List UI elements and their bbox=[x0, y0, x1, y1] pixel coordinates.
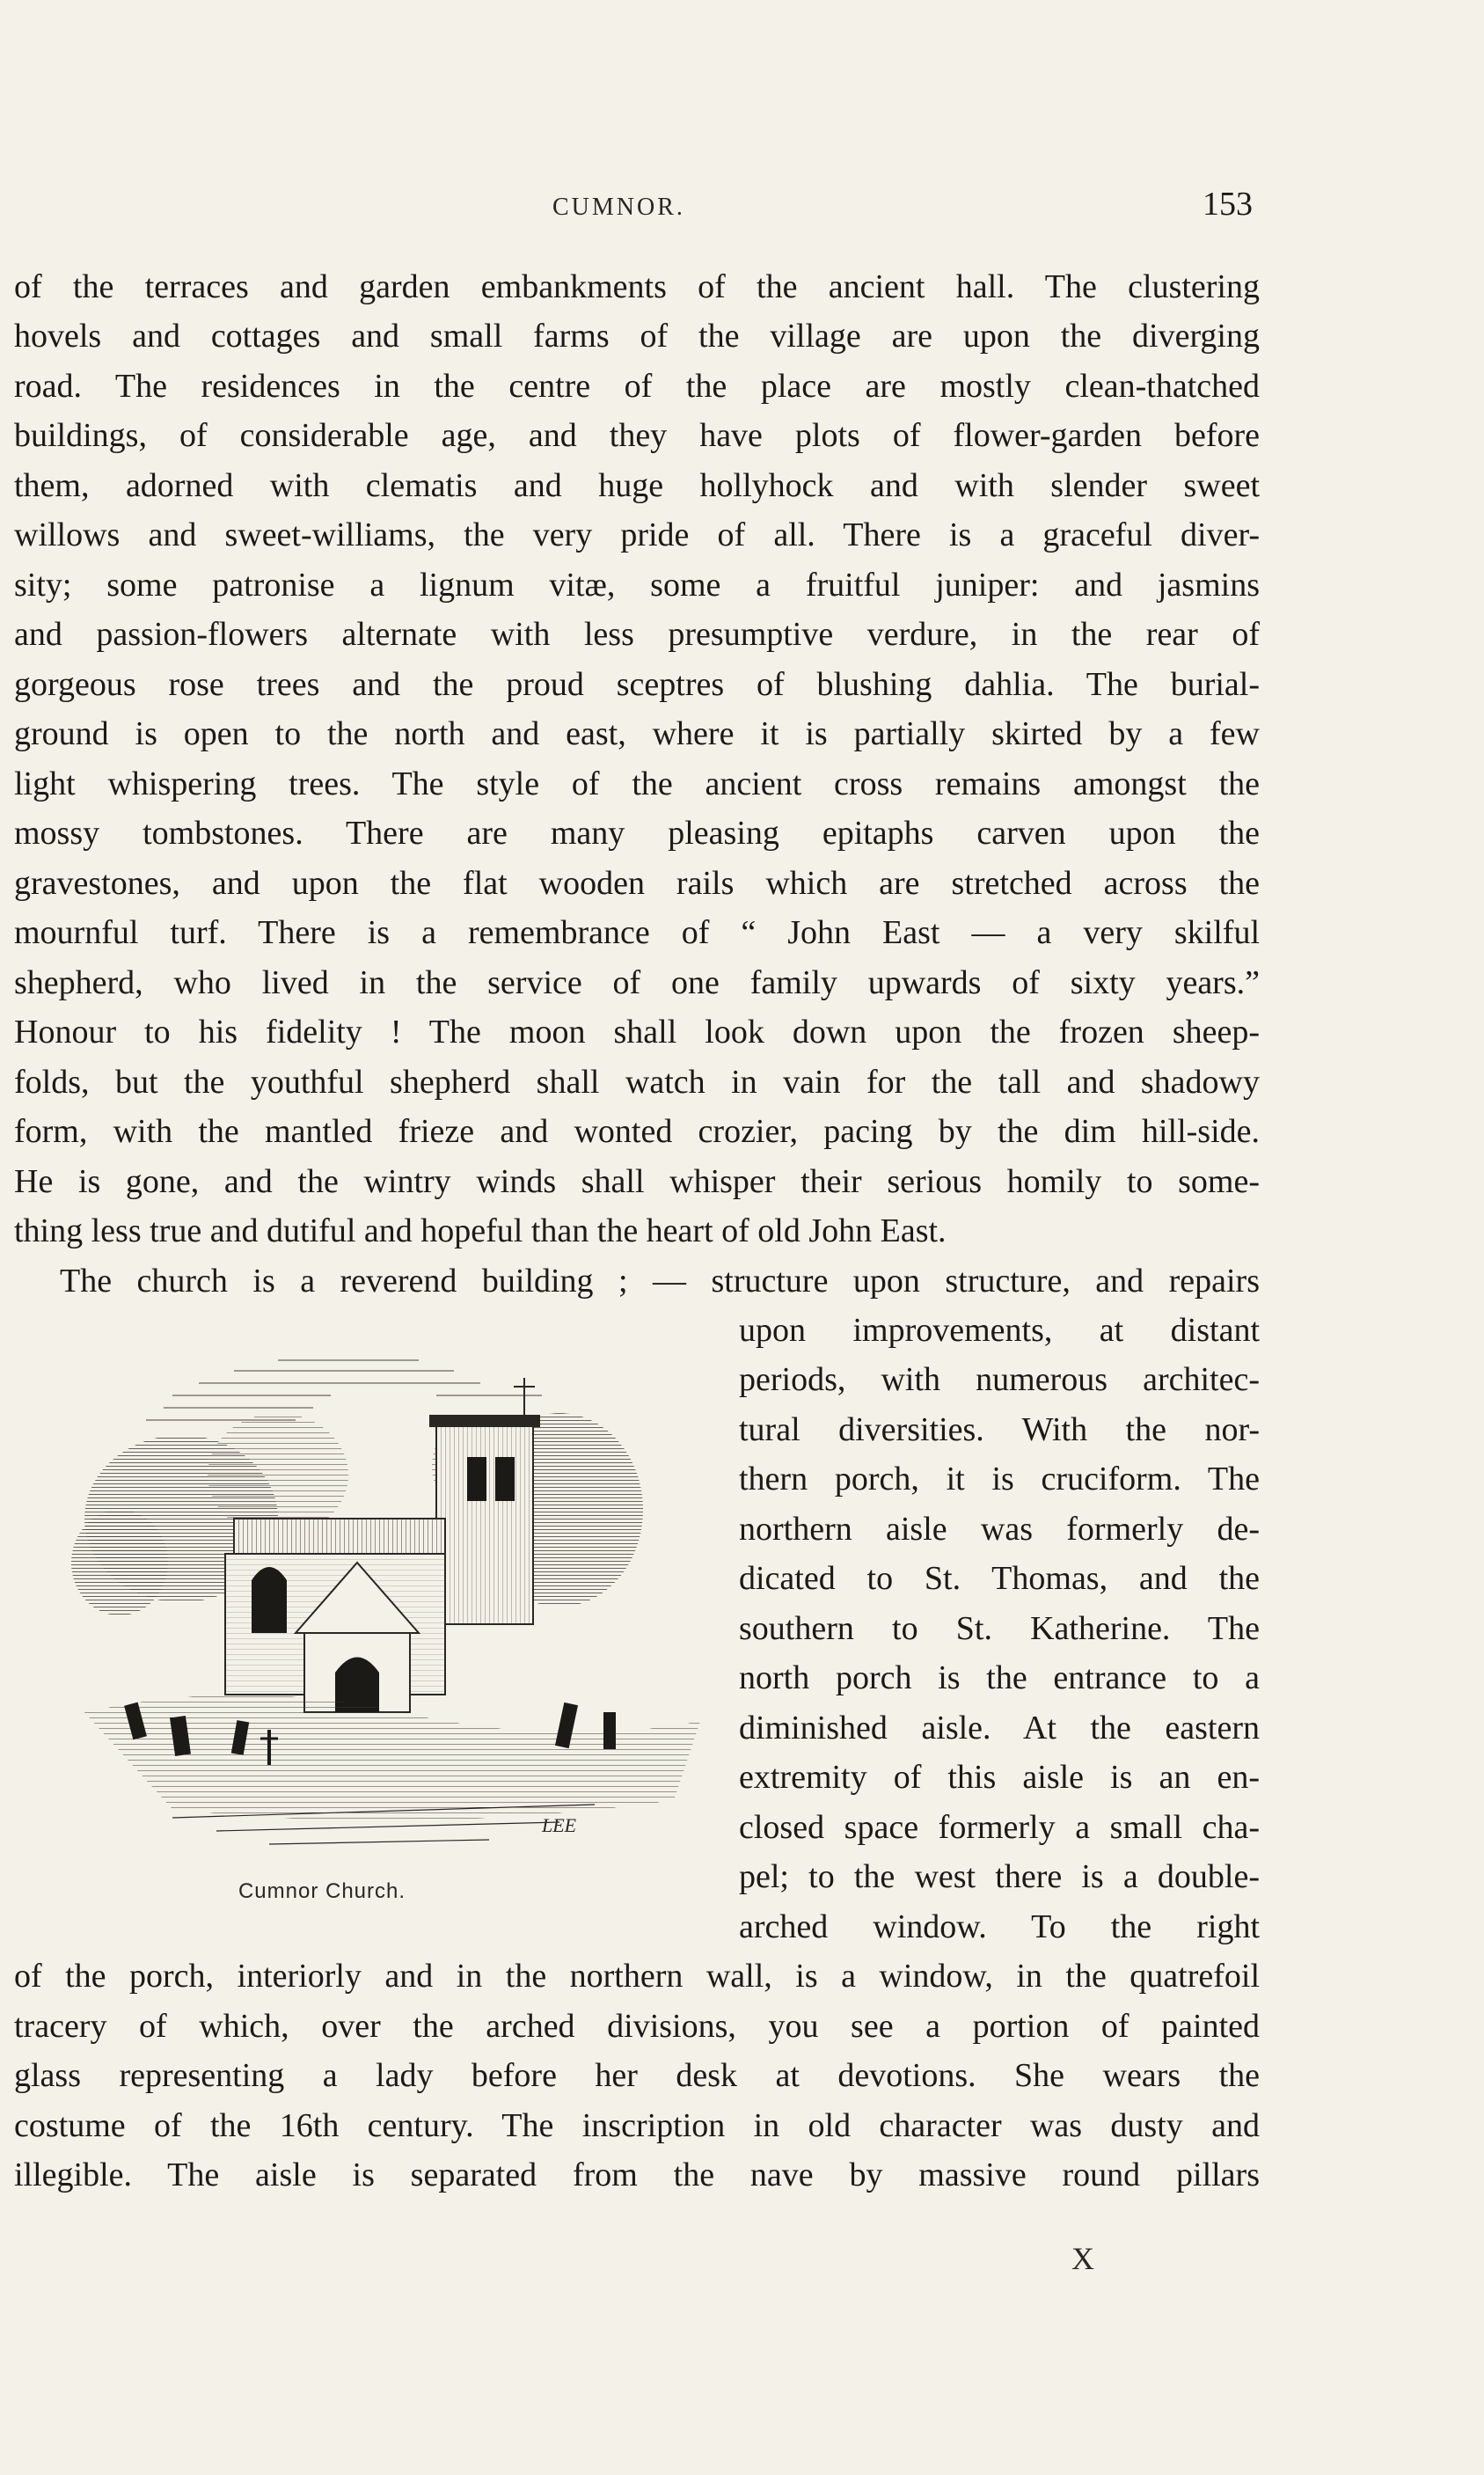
churchyard bbox=[84, 1695, 700, 1820]
text-line: ground is open to the north and east, where it is partially skirted by a few bbox=[14, 715, 1260, 752]
text-line: Honour to his fidelity ! The moon shall look down upon the frozen sheep- bbox=[14, 1014, 1260, 1051]
text-line: northern aisle was formerly de- bbox=[739, 1511, 1260, 1548]
running-head: CUMNOR. bbox=[552, 194, 685, 221]
page-header bbox=[14, 181, 1253, 234]
church-engraving bbox=[67, 1343, 709, 1871]
text-line: glass representing a lady before her desk at devotions. She wears the bbox=[14, 2057, 1260, 2094]
figure-caption: Cumnor Church. bbox=[238, 1879, 406, 1903]
text-line: diminished aisle. At the eastern bbox=[739, 1710, 1260, 1746]
text-line: gorgeous rose trees and the proud sceptres of blushing dahlia. The burial- bbox=[14, 666, 1260, 703]
text-line: costume of the 16th century. The inscription in old character was dusty and bbox=[14, 2107, 1260, 2144]
text-line: He is gone, and the wintry winds shall whisper their serious homily to some- bbox=[14, 1163, 1260, 1200]
text-line: north porch is the entrance to a bbox=[739, 1659, 1260, 1696]
text-line: buildings, of considerable age, and they have plots of flower-garden before bbox=[14, 417, 1260, 454]
text-line: extremity of this aisle is an en- bbox=[739, 1759, 1260, 1796]
text-line: light whispering trees. The style of the ancient cross remains amongst the bbox=[14, 765, 1260, 802]
text-line: hovels and cottages and small farms of the village are upon the diverging bbox=[14, 318, 1260, 355]
text-line: southern to St. Katherine. The bbox=[739, 1610, 1260, 1647]
sky-lines bbox=[146, 1360, 542, 1420]
text-line: form, with the mantled frieze and wonted crozier, pacing by the dim hill-side. bbox=[14, 1113, 1260, 1150]
text-line: tural diversities. With the nor- bbox=[739, 1411, 1260, 1448]
text-line: dicated to St. Thomas, and the bbox=[739, 1560, 1260, 1597]
text-line: folds, but the youthful shepherd shall watch in vain for the tall and shadowy bbox=[14, 1064, 1260, 1101]
text-line: mossy tombstones. There are many pleasing epitaphs carven upon the bbox=[14, 815, 1260, 852]
text-line: periods, with numerous architec- bbox=[739, 1361, 1260, 1398]
text-line: and passion-flowers alternate with less presumptive verdure, in the rear of bbox=[14, 616, 1260, 653]
text-line: road. The residences in the centre of the place are mostly clean-thatched bbox=[14, 368, 1260, 405]
text-line: The church is a reverend building ; — structure upon structure, and repairs bbox=[60, 1263, 1260, 1300]
signature-mark: X bbox=[1071, 2241, 1094, 2276]
text-line: willows and sweet-williams, the very pride of all. There is a graceful diver- bbox=[14, 516, 1260, 553]
page-number: 153 bbox=[1203, 186, 1253, 223]
text-line: gravestones, and upon the flat wooden rails which are stretched across the bbox=[14, 865, 1260, 902]
text-line: closed space formerly a small cha- bbox=[739, 1809, 1260, 1846]
text-line: sity; some patronise a lignum vitæ, some a fruitful juniper: and jasmins bbox=[14, 567, 1260, 604]
church-engraving-figure bbox=[67, 1343, 709, 1906]
text-line: thern porch, it is cruciform. The bbox=[739, 1461, 1260, 1497]
text-line: illegible. The aisle is separated from the nave by massive round pillars bbox=[14, 2156, 1260, 2193]
text-line: tracery of which, over the arched divisions, you see a portion of painted bbox=[14, 2008, 1260, 2045]
text-line: arched window. To the right bbox=[739, 1908, 1260, 1945]
text-line: thing less true and dutiful and hopeful than the heart of old John East. bbox=[14, 1212, 947, 1249]
text-line: shepherd, who lived in the service of one family upwards of sixty years.” bbox=[14, 964, 1260, 1001]
text-line: upon improvements, at distant bbox=[739, 1312, 1260, 1349]
text-line: of the terraces and garden embankments of the ancient hall. The clustering bbox=[14, 268, 1260, 305]
text-line: pel; to the west there is a double- bbox=[739, 1858, 1260, 1895]
text-line: of the porch, interiorly and in the northern wall, is a window, in the quatrefoil bbox=[14, 1958, 1260, 1995]
text-line: mournful turf. There is a remembrance of “ John East — a very skilful bbox=[14, 914, 1260, 951]
engraver-signature: LEE bbox=[542, 1814, 577, 1836]
text-line: them, adorned with clematis and huge hollyhock and with slender sweet bbox=[14, 467, 1260, 504]
